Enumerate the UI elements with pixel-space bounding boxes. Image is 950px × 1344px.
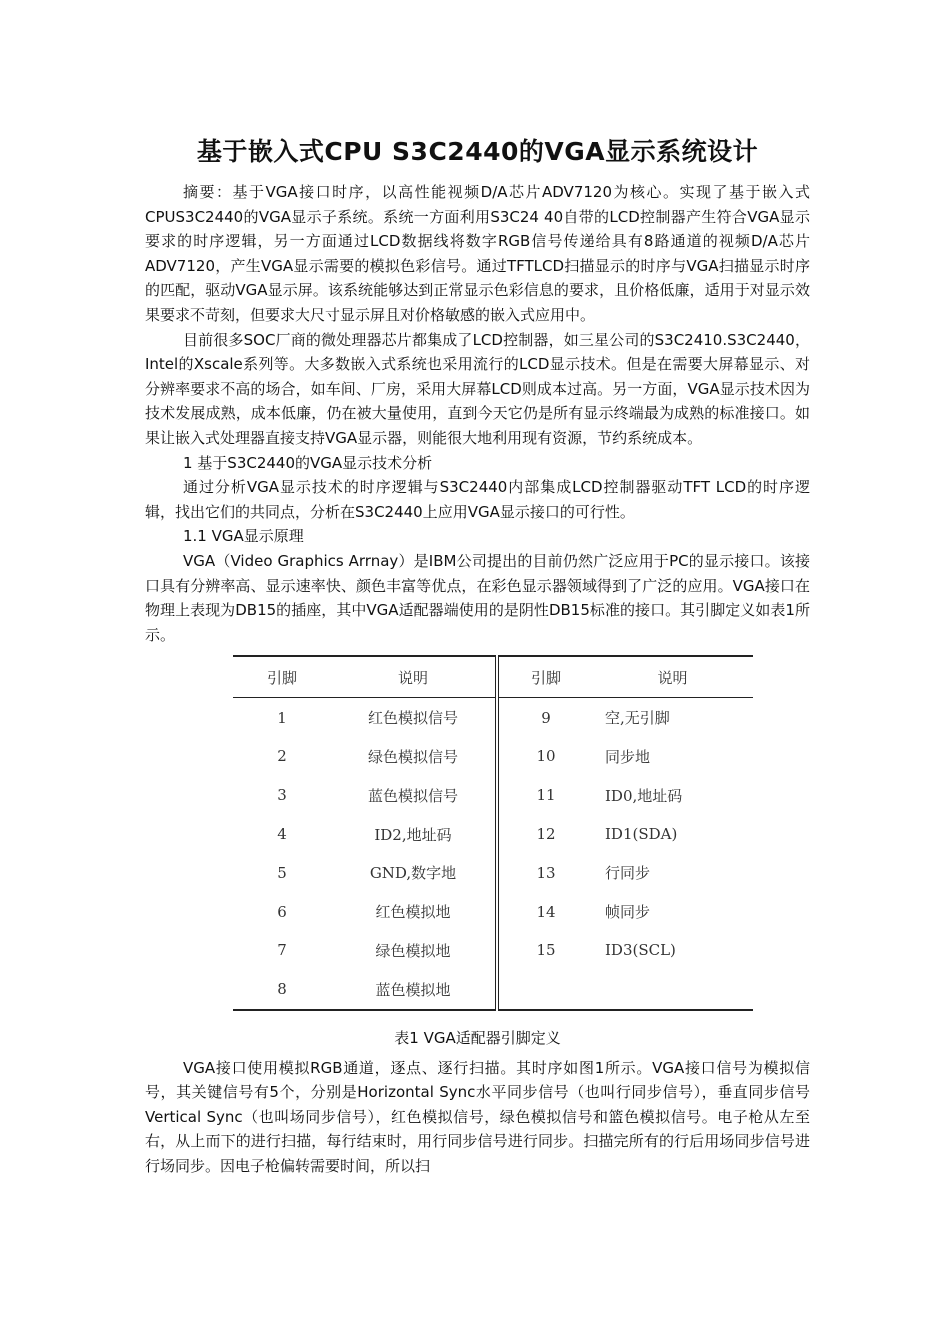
pin-cell: 8: [277, 980, 287, 999]
description-cell: ID2,地址码: [331, 815, 497, 854]
description-cell: 蓝色模拟地: [331, 970, 497, 1010]
pin-cell: 15: [536, 941, 556, 960]
description-cell: 行同步: [605, 864, 651, 883]
pin-cell: 9: [541, 708, 551, 727]
section-1-1-heading: 1.1 VGA显示原理: [183, 527, 304, 546]
table-header-row: [233, 656, 753, 698]
table-row: [233, 853, 753, 892]
pin-cell: 7: [277, 941, 287, 960]
header-description: 说明: [593, 656, 753, 698]
pin-cell: 11: [536, 786, 556, 805]
description-cell: 帧同步: [605, 903, 651, 922]
pin-cell: 13: [536, 863, 556, 882]
table-row: [233, 931, 753, 970]
table-caption: 表1 VGA适配器引脚定义: [394, 1028, 561, 1047]
table-row: [233, 892, 753, 931]
table-row: [233, 737, 753, 776]
abstract-paragraph: 摘要：基于VGA接口时序，以高性能视频D/A芯片ADV7120为核心。实现了基于嵌入式CPUS3C2440的VGA显示子系统。系统一方面利用S3C24 40自带的LCD控制器产生符合VGA显示要求的时序逻辑，另一方面通过LCD数据线将数字RGB信号传递给具有8路通道的视频D/A芯片ADV7120，产生VGA显示需要的模拟色彩信号。通过TFTLCD扫描显示的时序与VGA扫描显示时序的匹配，驱动VGA显示屏。该系统能够达到正常显示色彩信息的要求，且价格低廉，适用于对显示效果要求不苛刻，但要求大尺寸显示屏且对价格敏感的嵌入式应用中。: [145, 183, 810, 324]
table-row: [233, 815, 753, 854]
pin-cell: 4: [277, 825, 287, 844]
description-cell: ID3(SCL): [605, 941, 676, 960]
pin-cell: 1: [277, 708, 287, 727]
pin-cell: [497, 970, 593, 1010]
description-cell: 蓝色模拟信号: [331, 776, 497, 815]
section-1-1-paragraph: VGA（Video Graphics Arrnay）是IBM公司提出的目前仍然广泛应用于PC的显示接口。该接口具有分辨率高、显示速率快、颜色丰富等优点，在彩色显示器领域得到了广泛的应用。VGA接口在物理上表现为DB15的插座，其中VGA适配器端使用的是阴性DB15标准的接口。其引脚定义如表1所示。: [145, 551, 810, 644]
description-cell: [593, 970, 753, 1010]
pin-cell: 10: [536, 747, 556, 766]
description-cell: GND,数字地: [331, 853, 497, 892]
document-title: 基于嵌入式CPU S3C2440的VGA显示系统设计: [196, 137, 759, 166]
description-cell: ID1(SDA): [605, 825, 678, 844]
pin-cell: 2: [277, 747, 287, 766]
description-cell: 绿色模拟地: [331, 931, 497, 970]
description-cell: 空,无引脚: [605, 709, 670, 728]
table-row: [233, 698, 753, 737]
pin-cell: 5: [277, 863, 287, 882]
header-description: 说明: [331, 656, 497, 698]
intro-paragraph: 目前很多SOC厂商的微处理器芯片都集成了LCD控制器，如三星公司的S3C2410.S3C2440，Intel的Xscale系列等。大多数嵌入式系统也采用流行的LCD显示技术。但是在需要大屏幕显示、对分辨率要求不高的场合，如车间、厂房，采用大屏幕LCD则成本过高。另一方面，VGA显示技术因为技术发展成熟，成本低廉，仍在被大量使用，直到今天它仍是所有显示终端最为成熟的标准接口。如果让嵌入式处理器直接支持VGA显示器，则能很大地利用现有资源，节约系统成本。: [145, 330, 810, 447]
timing-paragraph: VGA接口使用模拟RGB通道，逐点、逐行扫描。其时序如图1所示。VGA接口信号为模拟信号，其关键信号有5个，分别是Horizontal Sync水平同步信号（也叫行同步信号），垂直同步信号Vertical Sync（也叫场同步信号），红色模拟信号，绿色模拟信号和篮色模拟信号。电子枪从左至右，从上而下的进行扫描，每行结束时，用行同步信号进行同步。扫描完所有的行后用场同步信号进行场同步。因电子枪偏转需要时间，所以扫: [145, 1058, 810, 1176]
document-page: [145, 132, 810, 1179]
pin-cell: 12: [536, 825, 556, 844]
section-1-heading: 1 基于S3C2440的VGA显示技术分析: [183, 453, 433, 472]
section-1-paragraph: 通过分析VGA显示技术的时序逻辑与S3C2440内部集成LCD控制器驱动TFT LCD的时序逻辑，找出它们的共同点，分析在S3C2440上应用VGA显示接口的可行性。: [145, 478, 810, 521]
pin-cell: 6: [277, 902, 287, 921]
header-pin: 引脚: [233, 656, 331, 698]
description-cell: 绿色模拟信号: [331, 737, 497, 776]
pin-cell: 14: [536, 902, 556, 921]
pin-cell: 3: [277, 786, 287, 805]
description-cell: 红色模拟信号: [331, 698, 497, 737]
table-row: [233, 776, 753, 815]
header-pin: 引脚: [497, 656, 593, 698]
description-cell: 红色模拟地: [331, 892, 497, 931]
pin-table-container: [233, 655, 753, 1010]
pin-definition-table: [233, 655, 753, 1010]
description-cell: ID0,地址码: [605, 786, 683, 805]
description-cell: 同步地: [605, 747, 651, 766]
table-row: [233, 970, 753, 1010]
